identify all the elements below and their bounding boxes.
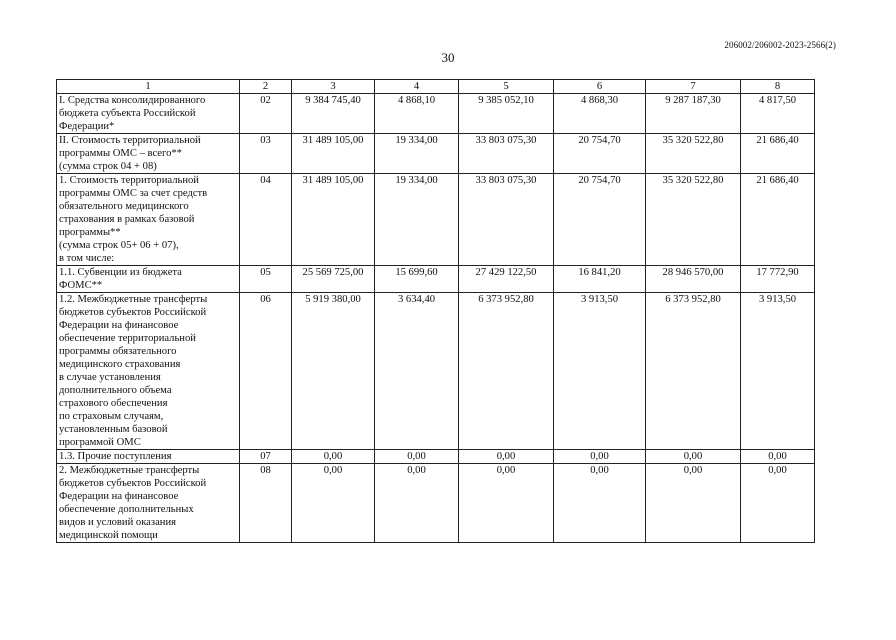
- row-code: 04: [240, 174, 292, 266]
- table-cell: 9 384 745,40: [292, 94, 375, 134]
- table-row: [57, 266, 815, 293]
- row-label: 1. Стоимость территориальной программы ОМС за счет средств обязательного медицинского страхования в рамках базовой программы** (сумма строк 05+ 06 + 07), в том числе:: [57, 174, 240, 266]
- column-header: 7: [646, 80, 741, 94]
- table-cell: 3 913,50: [554, 293, 646, 450]
- table-cell: 16 841,20: [554, 266, 646, 293]
- table-cell: 19 334,00: [375, 134, 459, 174]
- table-cell: 0,00: [741, 464, 815, 543]
- row-code: 03: [240, 134, 292, 174]
- table-cell: 0,00: [292, 450, 375, 464]
- budget-table: [56, 79, 815, 543]
- table-cell: 0,00: [741, 450, 815, 464]
- table-cell: 21 686,40: [741, 174, 815, 266]
- table-cell: 4 868,10: [375, 94, 459, 134]
- row-label: 1.2. Межбюджетные трансферты бюджетов субъектов Российской Федерации на финансовое обеспечение территориальной программы обязательного медицинского страхования в случае установления дополнительного объема страхового обеспечения по страховым случаям, установленным базовой программой ОМС: [57, 293, 240, 450]
- row-label: 1.3. Прочие поступления: [57, 450, 240, 464]
- table-row: [57, 464, 815, 543]
- table-cell: 20 754,70: [554, 174, 646, 266]
- row-label: 1.1. Субвенции из бюджета ФОМС**: [57, 266, 240, 293]
- table-cell: 0,00: [459, 464, 554, 543]
- table-cell: 6 373 952,80: [646, 293, 741, 450]
- table-row: [57, 94, 815, 134]
- page-number: 30: [441, 50, 455, 65]
- document-id: 206002/206002-2023-2566(2): [724, 40, 836, 50]
- column-header: 2: [240, 80, 292, 94]
- column-header: 6: [554, 80, 646, 94]
- table-row: [57, 174, 815, 266]
- table-cell: 0,00: [459, 450, 554, 464]
- table-cell: 0,00: [375, 450, 459, 464]
- table-cell: 5 919 380,00: [292, 293, 375, 450]
- row-code: 06: [240, 293, 292, 450]
- table-cell: 31 489 105,00: [292, 174, 375, 266]
- table-row: [57, 293, 815, 450]
- row-label: 2. Межбюджетные трансферты бюджетов субъектов Российской Федерации на финансовое обеспечение дополнительных видов и условий оказания медицинской помощи: [57, 464, 240, 543]
- row-code: 02: [240, 94, 292, 134]
- table-cell: 0,00: [646, 464, 741, 543]
- table-cell: 0,00: [375, 464, 459, 543]
- table-cell: 25 569 725,00: [292, 266, 375, 293]
- column-header: 4: [375, 80, 459, 94]
- table-cell: 0,00: [646, 450, 741, 464]
- table-cell: 31 489 105,00: [292, 134, 375, 174]
- table-cell: 17 772,90: [741, 266, 815, 293]
- table-cell: 19 334,00: [375, 174, 459, 266]
- table-cell: 9 287 187,30: [646, 94, 741, 134]
- row-label: I. Средства консолидированного бюджета субъекта Российской Федерации*: [57, 94, 240, 134]
- table-cell: 35 320 522,80: [646, 134, 741, 174]
- table-cell: 0,00: [554, 464, 646, 543]
- table-cell: 9 385 052,10: [459, 94, 554, 134]
- column-header: 5: [459, 80, 554, 94]
- row-label: II. Стоимость территориальной программы ОМС – всего** (сумма строк 04 + 08): [57, 134, 240, 174]
- row-code: 05: [240, 266, 292, 293]
- table-cell: 4 817,50: [741, 94, 815, 134]
- table-cell: 3 634,40: [375, 293, 459, 450]
- table-cell: 35 320 522,80: [646, 174, 741, 266]
- table-cell: 33 803 075,30: [459, 174, 554, 266]
- column-number-row: [57, 80, 815, 94]
- table-cell: 21 686,40: [741, 134, 815, 174]
- table-cell: 4 868,30: [554, 94, 646, 134]
- table-row: [57, 134, 815, 174]
- table-cell: 27 429 122,50: [459, 266, 554, 293]
- row-code: 08: [240, 464, 292, 543]
- table-row: [57, 450, 815, 464]
- table-cell: 33 803 075,30: [459, 134, 554, 174]
- column-header: 8: [741, 80, 815, 94]
- column-header: 1: [57, 80, 240, 94]
- row-code: 07: [240, 450, 292, 464]
- table-cell: 20 754,70: [554, 134, 646, 174]
- table-cell: 6 373 952,80: [459, 293, 554, 450]
- table-cell: 28 946 570,00: [646, 266, 741, 293]
- column-header: 3: [292, 80, 375, 94]
- table-cell: 0,00: [554, 450, 646, 464]
- table-cell: 0,00: [292, 464, 375, 543]
- table-cell: 3 913,50: [741, 293, 815, 450]
- table-cell: 15 699,60: [375, 266, 459, 293]
